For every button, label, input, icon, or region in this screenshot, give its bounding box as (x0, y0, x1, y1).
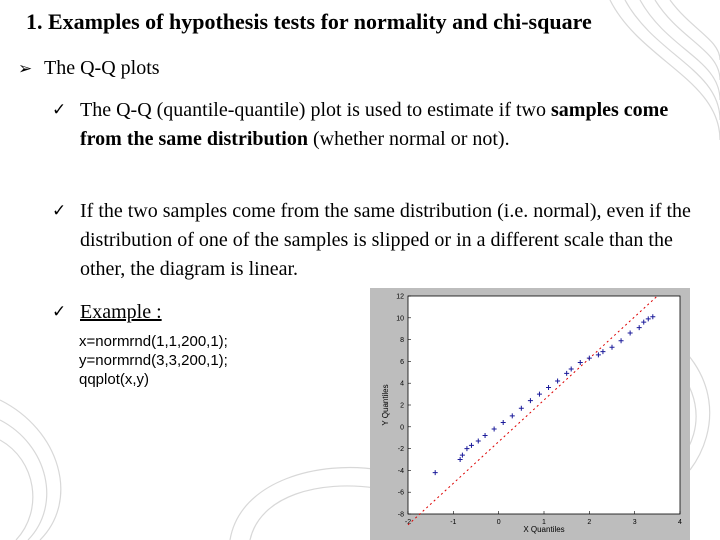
bullet-heading-text: The Q-Q plots (44, 57, 160, 79)
code-block (79, 332, 228, 389)
y-tick-label: 0 (400, 424, 404, 432)
sub-point-2 (52, 197, 707, 284)
x-tick-label: -1 (450, 519, 457, 526)
sub-point-1-bold-text: samples come from the same distribution (80, 99, 669, 150)
x-tick-label: 2 (587, 519, 592, 526)
code-line: qqplot(x,y) (79, 371, 150, 388)
y-tick-label: 6 (400, 358, 404, 366)
qq-plot-chart (370, 288, 690, 540)
code-line: x=normrnd(1,1,200,1); (79, 333, 228, 350)
checkmark-icon: ✓ (52, 100, 67, 120)
x-axis-label: X Quantiles (523, 525, 565, 534)
bullet-heading (18, 57, 160, 80)
y-tick-label: 8 (400, 337, 404, 345)
y-tick-label: 12 (396, 293, 404, 301)
sub-point-1-text (80, 96, 707, 154)
example-label: Example : (80, 301, 162, 323)
y-tick-label: 10 (396, 315, 404, 323)
arrow-bullet-icon: ➢ (18, 59, 33, 79)
y-tick-label: -8 (397, 511, 404, 519)
y-tick-label: 4 (400, 380, 404, 388)
sub-point-1-text-start: The Q-Q (quantile-quantile) plot is used to estimate if two (80, 99, 551, 121)
slide-title: 1. Examples of hypothesis tests for normality and chi-square (26, 9, 592, 34)
sub-point-2-text: If the two samples come from the same distribution (i.e. normal), even if the distribution of one of the samples is slipped or in a different scale than the other, the diagram is linear. (80, 200, 691, 280)
sub-point-1-text-end: (whether normal or not). (307, 128, 510, 150)
y-tick-label: -6 (397, 489, 404, 497)
y-tick-label: -2 (397, 446, 404, 454)
x-tick-label: 1 (542, 519, 546, 526)
y-tick-label: 2 (400, 402, 404, 410)
x-tick-label: -2 (404, 519, 412, 526)
checkmark-icon: ✓ (52, 201, 67, 221)
y-tick-label: -4 (397, 467, 404, 475)
y-axis-label: Y Quantiles (381, 384, 390, 426)
checkmark-icon: ✓ (52, 302, 67, 322)
x-tick-label: 0 (496, 519, 501, 526)
sub-point-1 (52, 96, 707, 154)
code-line: y=normrnd(3,3,200,1); (79, 352, 228, 369)
x-tick-label: 4 (678, 519, 682, 526)
x-tick-label: 3 (632, 519, 637, 526)
